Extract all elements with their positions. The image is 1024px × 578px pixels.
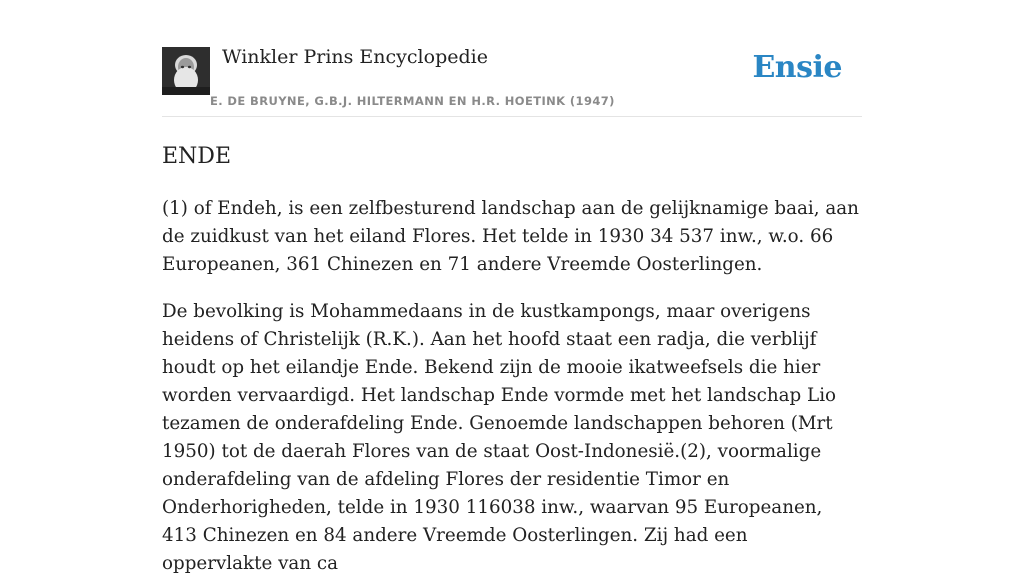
book-title[interactable]: Winkler Prins Encyclopedie — [222, 46, 488, 68]
entry-paragraph-1: (1) of Endeh, is een zelfbesturend landschap aan de gelijknamige baai, aan de zuidkust van het eiland Flores. Het telde in 1930 34 537 inw., w.o. 66 Europeanen, 361 Chinezen en 71 andere Vreemde Oosterlingen. — [162, 198, 859, 275]
brand-logo[interactable]: Ensie — [752, 50, 842, 85]
content-container — [162, 0, 862, 578]
author-avatar[interactable] — [162, 47, 210, 95]
authors-line: E. DE BRUYNE, G.B.J. HILTERMANN EN H.R. HOETINK (1947) — [210, 94, 615, 108]
header — [162, 0, 862, 117]
portrait-icon — [162, 47, 210, 95]
entry-title: ENDE — [162, 144, 232, 169]
entry-paragraph-2: De bevolking is Mohammedaans in de kustkampongs, maar overigens heidens of Christelijk (R.K.). Aan het hoofd staat een radja, die verblijf houdt op het eilandje Ende. Bekend zijn de mooie ikatweefsels die hier worden vervaardigd. Het landschap Ende vormde met het landschap Lio tezamen de onderafdeling Ende. Genoemde landschappen behoren (Mrt 1950) tot de daerah Flores van de staat Oost-Indonesië.(2), voormalige onderafdeling van de afdeling Flores der residentie Timor en Onderhorigheden, telde in 1930 116038 inw., waarvan 95 Europeanen, 413 Chinezen en 84 andere Vreemde Oosterlingen. Zij had een oppervlakte van ca — [162, 301, 837, 574]
